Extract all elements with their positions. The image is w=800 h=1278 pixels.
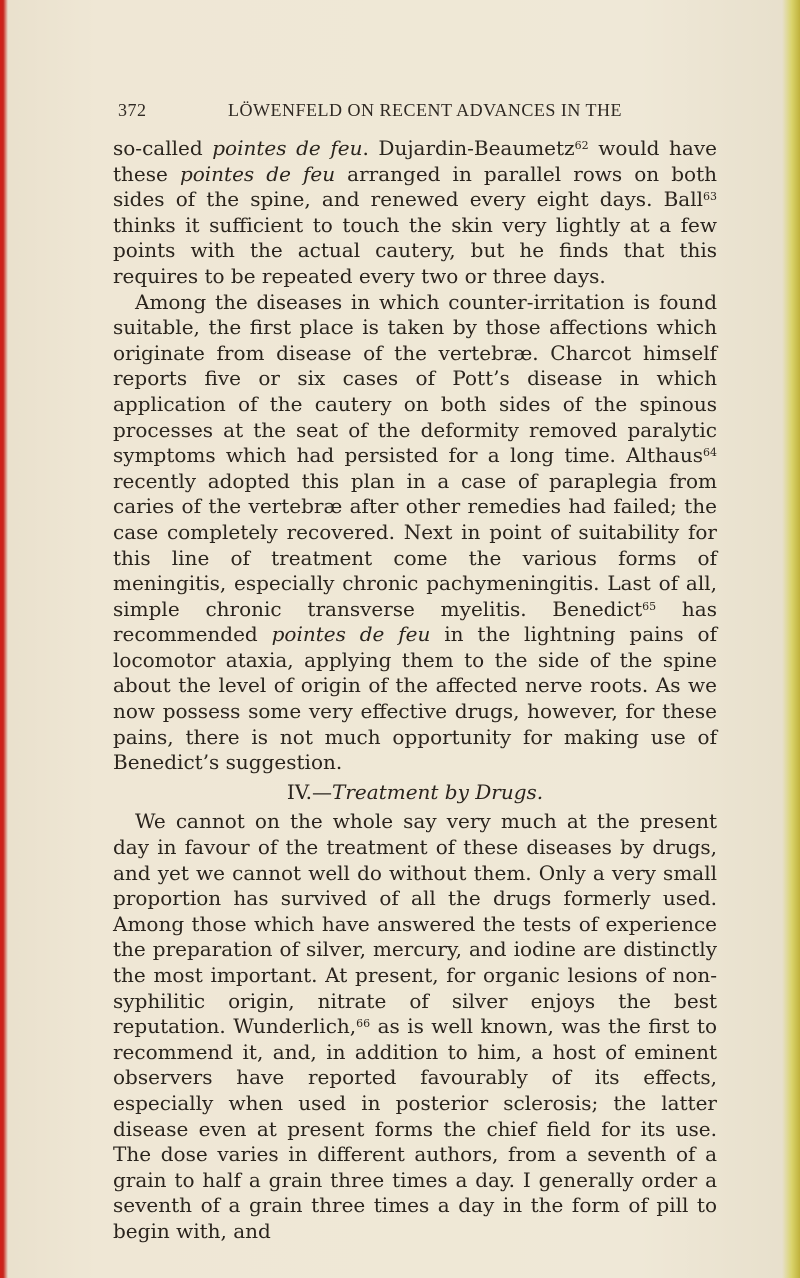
text-run: as is well known, was the first to recommend it, and, in addition to him, a host of eminent observers have reported favourably of its effects, especially when used in posterior sclerosis; the latter disease even at present forms the chief field for its use. The dose varies in different authors, from a seventh of a grain to half a grain three times a day. I generally order a seventh of a grain three times a day in the form of pill to begin with, and xyxy=(113,1014,717,1243)
text-run: so-called xyxy=(113,136,213,160)
text-run: We cannot on the whole say very much at the present day in favour of the treatment of these diseases by drugs, and yet we cannot well do without them. Only a very small proportion has survived of all the drugs formerly used. Among those which have answered the tests of experience the preparation of silver, mercury, and iodine are distinctly the most important. At present, for organic lesions of non-syphilitic origin, nitrate of silver enjoys the best reputation. Wunderlich, xyxy=(113,809,717,1039)
text-run: would have these xyxy=(113,136,717,186)
paragraph xyxy=(113,290,717,776)
page-number: 372 xyxy=(118,100,147,120)
footnote-reference: 66 xyxy=(356,1017,371,1031)
paragraph xyxy=(113,136,717,290)
section-numeral: IV.— xyxy=(286,779,333,804)
italic-text-run: pointes de feu xyxy=(212,136,363,160)
section-title: Treatment by Drugs. xyxy=(332,779,544,804)
page-header xyxy=(118,100,718,122)
italic-text-run: pointes de feu xyxy=(179,161,336,186)
running-head: LÖWENFELD ON RECENT ADVANCES IN THE xyxy=(228,100,622,120)
text-run: . Dujardin-Beaumetz xyxy=(362,136,575,160)
footnote-reference: 62 xyxy=(574,138,589,152)
footnote-reference: 65 xyxy=(642,599,657,613)
paragraph xyxy=(113,809,717,1244)
text-run: in the lightning pains of locomotor ataxia, applying them to the side of the spine about the level of origin of the affected nerve roots. As we now possess some very effective drugs, however, for these pains, there is not much opportunity for making use of Benedict’s suggestion. xyxy=(113,622,717,775)
book-binding-edge xyxy=(0,0,8,1278)
footnote-reference: 64 xyxy=(703,446,717,460)
text-run: arranged in parallel rows on both sides of the spine, and renewed every eight days. Ball xyxy=(113,161,718,212)
footnote-reference: 63 xyxy=(703,190,717,204)
body-text xyxy=(113,136,717,1245)
text-run: has recommended xyxy=(113,596,717,647)
italic-text-run: pointes de feu xyxy=(271,622,431,647)
text-run: recently adopted this plan in a case of paraplegia from caries of the vertebræ after other remedies had failed; the case completely recovered. Next in point of suitability for this line of treatment come the various forms of meningitis, especially chronic pachymeningitis. Last of all, simple chronic transverse myelitis. Benedict xyxy=(113,468,717,621)
text-run: Among the diseases in which counter-irritation is found suitable, the first place is taken by those affections which originate from disease of the vertebræ. Charcot himself reports five or six cases of Pott’s disease in which application of the cautery on both sides of the spinous processes at the seat of the deformity removed paralytic symptoms which had persisted for a long time. Althaus xyxy=(113,289,717,468)
section-heading xyxy=(113,780,717,806)
page-edge xyxy=(782,0,800,1278)
text-run: thinks it sufficient to touch the skin very lightly at a few points with the actual cautery, but he finds that this requires to be repeated every two or three days. xyxy=(113,212,717,288)
